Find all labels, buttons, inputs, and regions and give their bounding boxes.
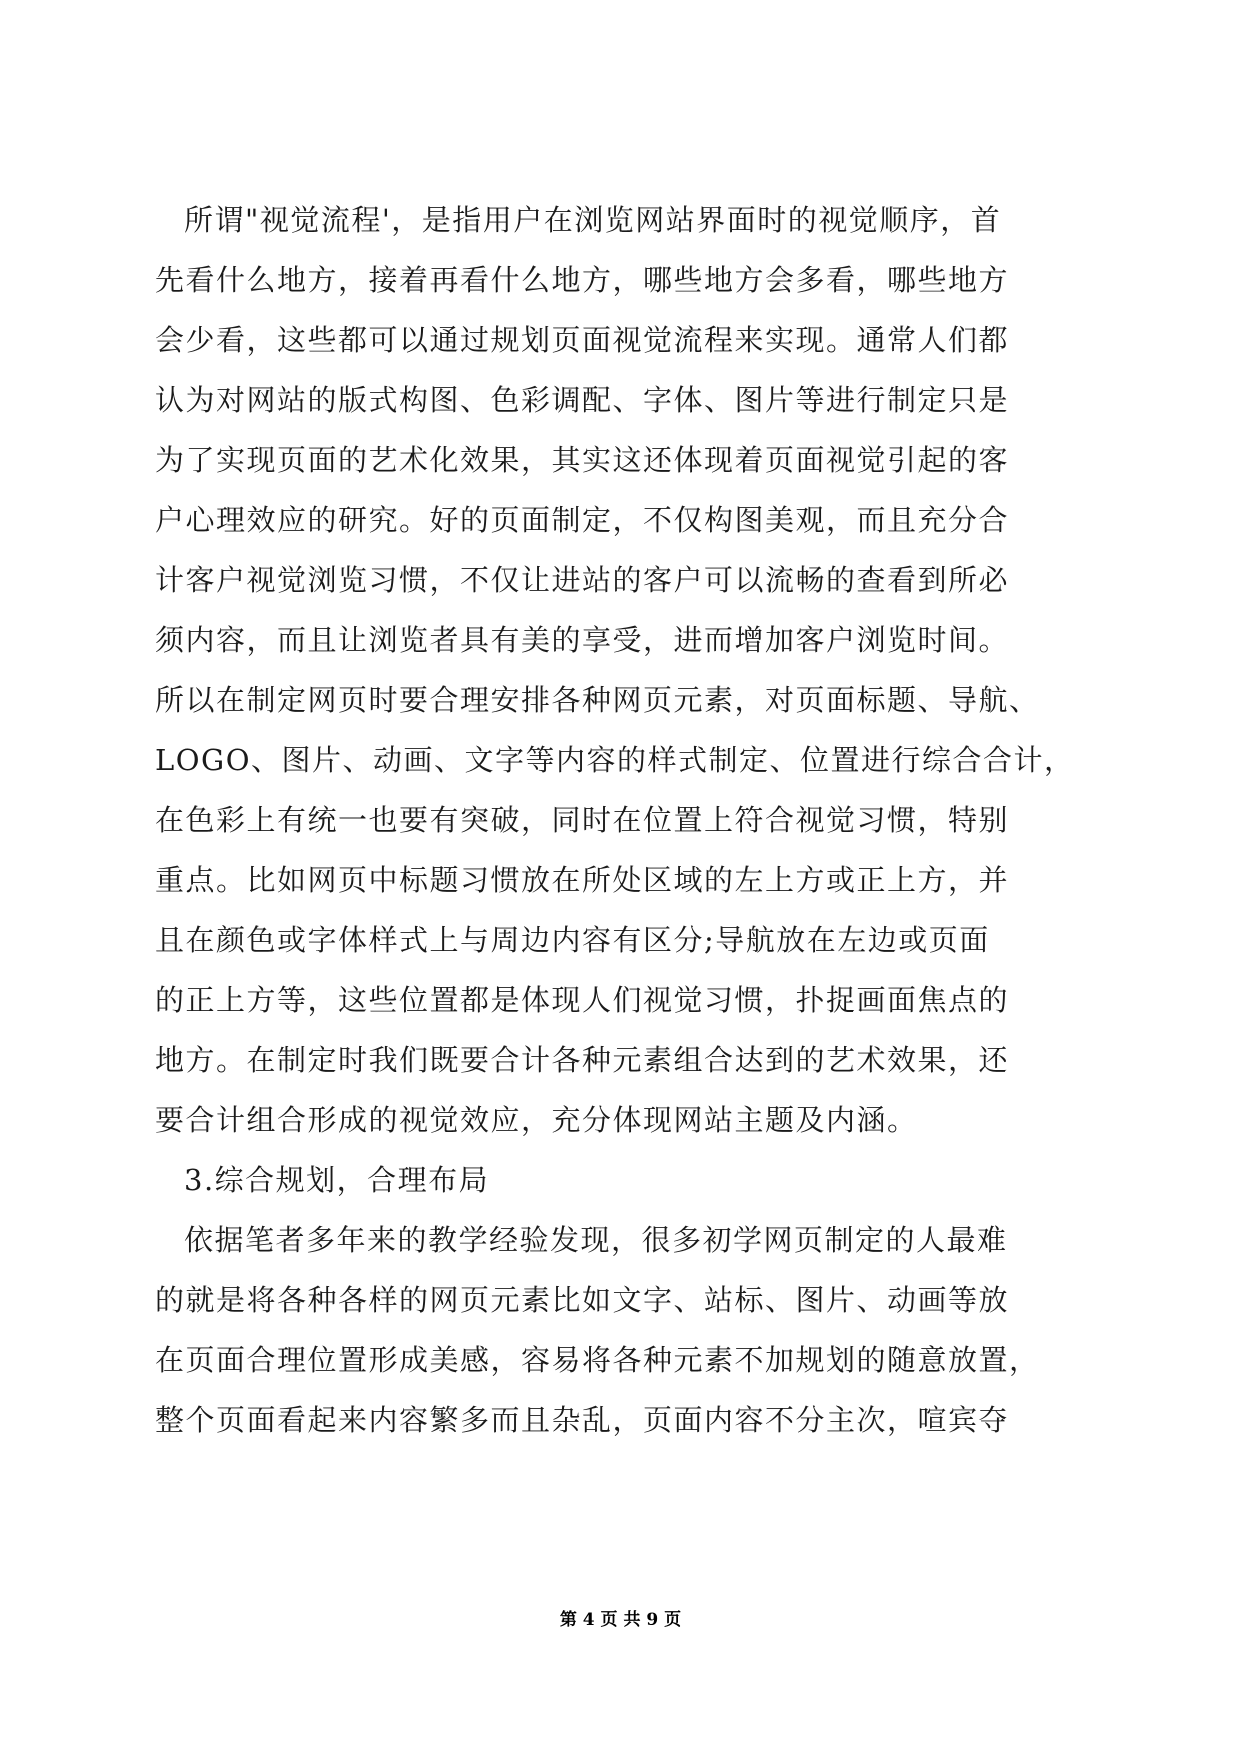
- text-line: 依据笔者多年来的教学经验发现，很多初学网页制定的人最难: [184, 1223, 1008, 1257]
- text-line: LOGO、图片、动画、文字等内容的样式制定、位置进行综合合计，: [155, 743, 1075, 777]
- text-line: 为了实现页面的艺术化效果，其实这还体现着页面视觉引起的客: [155, 443, 1010, 477]
- text-line: 须内容，而且让浏览者具有美的享受，进而增加客户浏览时间。: [155, 623, 1010, 657]
- text-line: 地方。在制定时我们既要合计各种元素组合达到的艺术效果，还: [155, 1043, 1010, 1077]
- text-line: 的正上方等，这些位置都是体现人们视觉习惯，扑捉画面焦点的: [155, 983, 1010, 1017]
- section-heading: 3.综合规划，合理布局: [184, 1163, 490, 1197]
- text-line: 会少看，这些都可以通过规划页面视觉流程来实现。通常人们都: [155, 323, 1010, 357]
- text-line: 且在颜色或字体样式上与周边内容有区分;导航放在左边或页面: [155, 923, 990, 957]
- text-line: 计客户视觉浏览习惯，不仅让进站的客户可以流畅的查看到所必: [155, 563, 1010, 597]
- text-line: 的就是将各种各样的网页元素比如文字、站标、图片、动画等放: [155, 1283, 1010, 1317]
- page-number-footer: 第 4 页 共 9 页: [559, 1610, 682, 1630]
- text-line: 认为对网站的版式构图、色彩调配、字体、图片等进行制定只是: [155, 383, 1010, 417]
- text-line: 户心理效应的研究。好的页面制定，不仅构图美观，而且充分合: [155, 503, 1010, 537]
- body-text: [155, 190, 1085, 1450]
- text-line: 在色彩上有统一也要有突破，同时在位置上符合视觉习惯，特别: [155, 803, 1010, 837]
- text-line: 要合计组合形成的视觉效应，充分体现网站主题及内涵。: [155, 1103, 918, 1137]
- text-line: 先看什么地方，接着再看什么地方，哪些地方会多看，哪些地方: [155, 263, 1010, 297]
- text-line: 整个页面看起来内容繁多而且杂乱，页面内容不分主次，喧宾夺: [155, 1403, 1010, 1437]
- text-line: 重点。比如网页中标题习惯放在所处区域的左上方或正上方，并: [155, 863, 1010, 897]
- text-line: 在页面合理位置形成美感，容易将各种元素不加规划的随意放置，: [155, 1343, 1040, 1377]
- text-line: 所谓"视觉流程'，是指用户在浏览网站界面时的视觉顺序，首: [184, 203, 1002, 237]
- text-line: 所以在制定网页时要合理安排各种网页元素，对页面标题、导航、: [155, 683, 1040, 717]
